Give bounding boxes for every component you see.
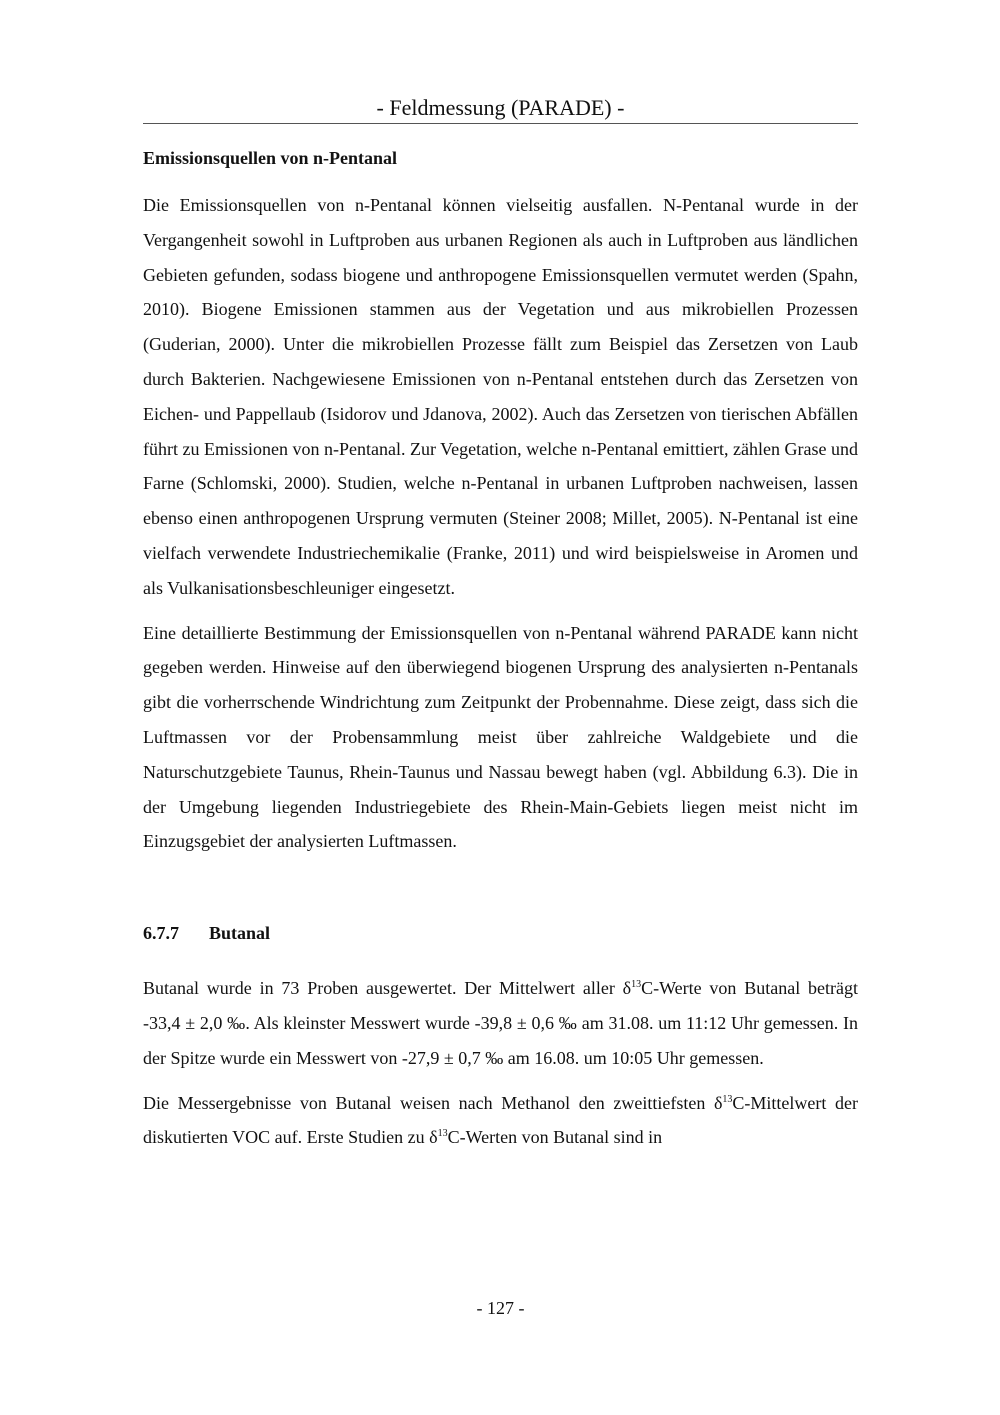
text-segment: C-Werten von Butanal sind in — [447, 1127, 663, 1148]
paragraph-butanal-comparison — [143, 1086, 858, 1156]
paragraph-butanal-results — [143, 971, 858, 1075]
subsection-number: 6.7.7 — [143, 923, 179, 944]
paragraph-pentanal-sources: Die Emissionsquellen von n-Pentanal können vielseitig ausfallen. N-Pentanal wurde in der Vergangenheit sowohl in Luftproben aus urbanen Regionen als auch in Luftproben aus ländlichen Gebieten gefunden, sodass biogene und anthropogene Emissionsquellen vermutet werden (Spahn, 2010). Biogene Emissionen stammen aus der Vegetation und aus mikrobiellen Prozessen (Guderian, 2000). Unter die mikrobiellen Prozesse fällt zum Beispiel das Zersetzen von Laub durch Bakterien. Nachgewiesene Emissionen von n-Pentanal entstehen durch das Zersetzen von Eichen- und Pappellaub (Isidorov und Jdanova, 2002). Auch das Zersetzen von tierischen Abfällen führt zu Emissionen von n-Pentanal. Zur Vegetation, welche n-Pentanal emittiert, zählen Grase und Farne (Schlomski, 2000). Studien, welche n-Pentanal in urbanen Luftproben nachweisen, lassen ebenso einen anthropogenen Ursprung vermuten (Steiner 2008; Millet, 2005). N-Pentanal ist eine vielfach verwendete Industriechemikalie (Franke, 2011) und wird beispielsweise in Aromen und als Vulkanisationsbeschleuniger eingesetzt. — [143, 195, 858, 598]
superscript-13: 13 — [437, 1128, 448, 1140]
text-segment: C-Werte von Butanal beträgt -33,4 ± 2,0 ‰. Als kleinster Messwert wurde -39,8 ± 0,6 ‰ am 31.08. um 11:12 Uhr gemessen. In der Spitze wurde ein Messwert von -27,9 ± 0,7 ‰ am 16.08. um 10:05 Uhr gemessen. — [143, 978, 859, 1068]
text-segment: C-Mittelwert der diskutierten VOC auf. Erste Studien zu δ — [143, 1092, 858, 1148]
subsection-title: Butanal — [209, 923, 271, 944]
section-heading-pentanal: Emissionsquellen von n-Pentanal — [143, 148, 398, 168]
superscript-13: 13 — [722, 1093, 733, 1105]
page-number: - 127 - — [476, 1298, 525, 1318]
text-segment: Butanal wurde in 73 Proben ausgewertet. Der Mittelwert aller δ — [143, 978, 632, 999]
main-content — [143, 144, 858, 1165]
text-segment: Die Messergebnisse von Butanal weisen nach Methanol den zweittiefsten δ — [143, 1092, 723, 1113]
running-header: - Feldmessung (PARADE) - — [143, 94, 858, 124]
superscript-13: 13 — [631, 979, 642, 991]
subsection-heading-butanal — [143, 919, 858, 947]
paragraph-pentanal-parade: Eine detaillierte Bestimmung der Emissionsquellen von n-Pentanal während PARADE kann nicht gegeben werden. Hinweise auf den überwiegend biogenen Ursprung des analysierten n-Pentanals gibt die vorherrschende Windrichtung zum Zeitpunkt der Probennahme. Diese zeigt, dass sich die Luftmassen vor der Probensammlung meist über zahlreiche Waldgebiete und die Naturschutzgebiete Taunus, Rhein-Taunus und Nassau bewegt haben (vgl. Abbildung 6.3). Die in der Umgebung liegenden Industriegebiete des Rhein-Main-Gebiets liegen meist nicht im Einzugsgebiet der analysierten Luftmassen. — [143, 622, 858, 852]
